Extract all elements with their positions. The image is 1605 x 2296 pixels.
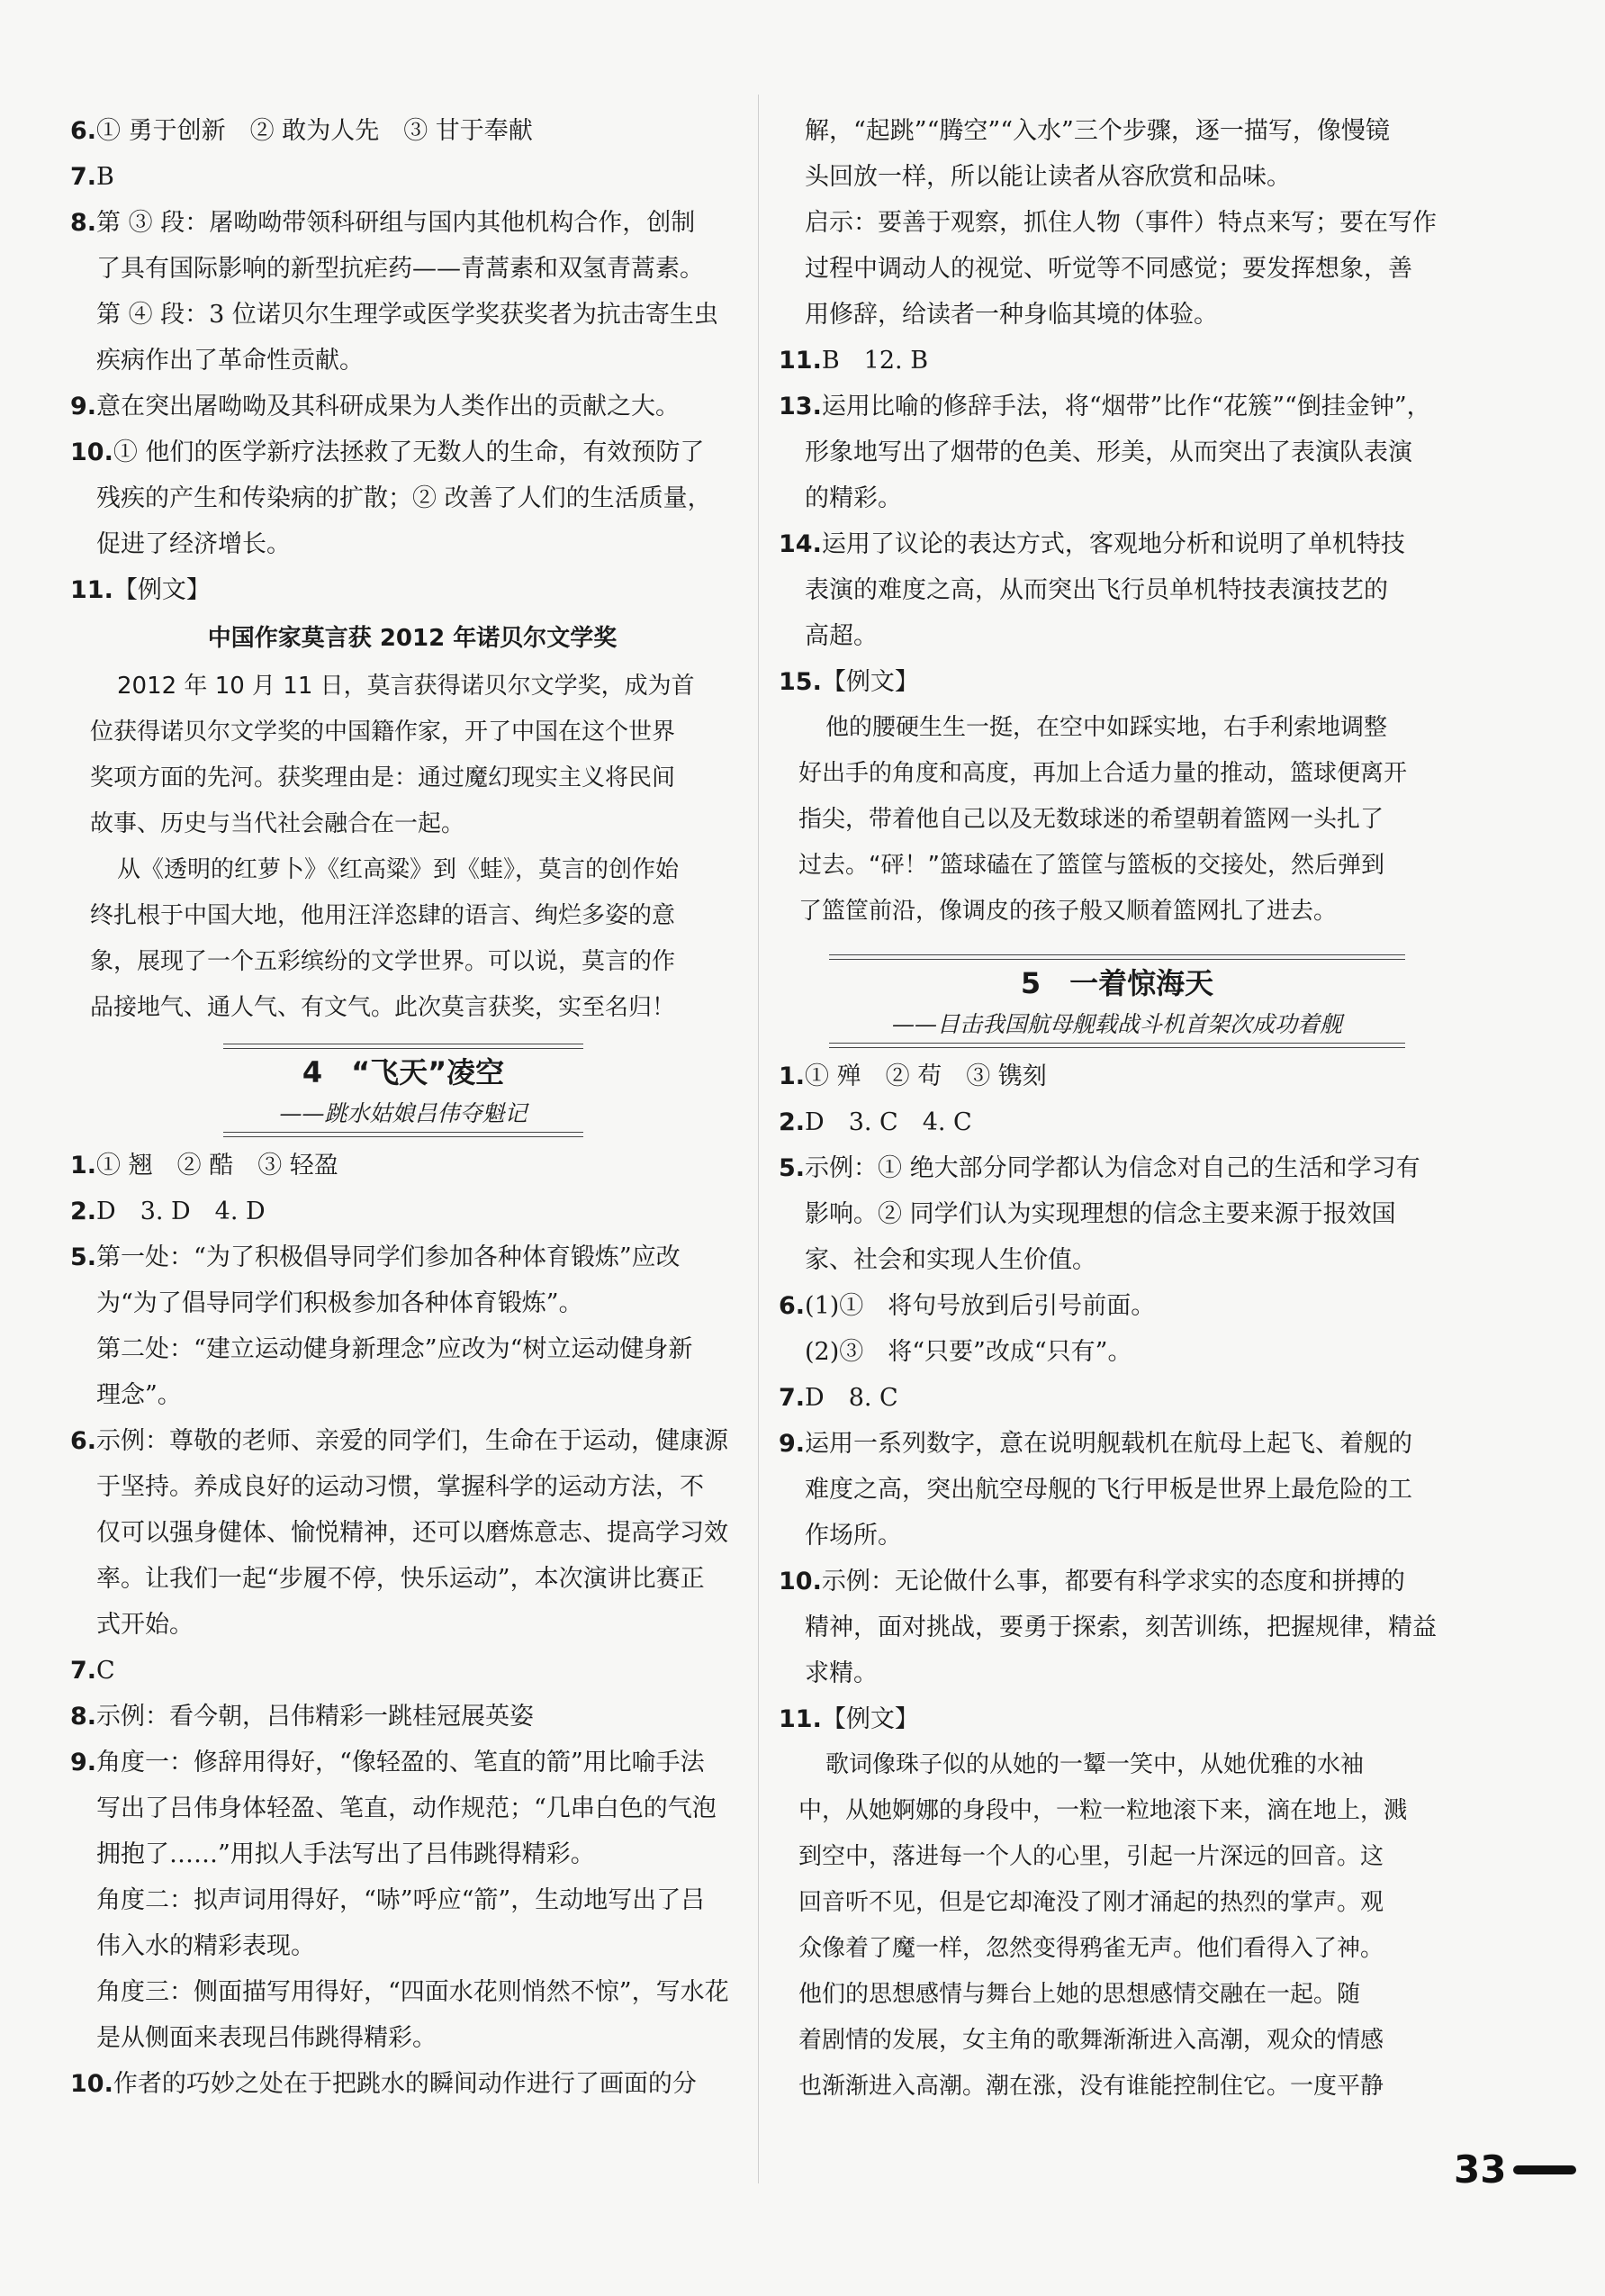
- answer-line: [70, 1877, 736, 1923]
- answer-text: 头回放一样，所以能让读者从容欣赏和品味。: [805, 163, 1291, 191]
- answer-text: 运用比喻的修辞手法，将“烟带”比作“花簇”“倒挂金钟”，: [821, 393, 1431, 420]
- section-rule-bottom: [829, 1043, 1405, 1048]
- question-number: 1.: [70, 1152, 97, 1180]
- question-number: 10.: [70, 2070, 113, 2098]
- answer-text: 第 ③ 段：屠呦呦带领科研组与国内其他机构合作，创制: [96, 209, 696, 237]
- answer-text: 形象地写出了烟带的色美、形美，从而突出了表演队表演: [805, 438, 1412, 466]
- answer-text: D 3. C 4. C: [805, 1108, 972, 1136]
- answer-text: 角度一：修辞用得好，“像轻盈的、笔直的箭”用比喻手法: [96, 1749, 705, 1776]
- answer-line: [70, 2061, 736, 2107]
- question-number: 6.: [70, 1427, 97, 1455]
- question-number: 8.: [70, 209, 97, 237]
- answer-line: [70, 1556, 736, 1602]
- answer-text: C: [96, 1657, 115, 1685]
- section-5-header: [779, 954, 1456, 1048]
- answer-text: 角度三：侧面描写用得好，“四面水花则悄然不惊”，写水花: [96, 1978, 729, 2006]
- right-column: [779, 108, 1456, 2110]
- essay-line: 从《透明的红萝卜》《红高粱》到《蛙》，莫言的创作始: [117, 856, 680, 883]
- question-number: 9.: [779, 1430, 806, 1458]
- answer-line: [70, 1234, 736, 1280]
- answer-line: [70, 1923, 736, 1969]
- essay-line: 象，展现了一个五彩缤纷的文学世界。可以说，莫言的作: [90, 948, 676, 975]
- answer-line: [779, 1559, 1456, 1604]
- answer-line: [779, 338, 1456, 384]
- essay-line: 奖项方面的先河。获奖理由是：通过魔幻现实主义将民间: [90, 764, 676, 791]
- question-number: 14.: [779, 530, 822, 558]
- essay-line: 位获得诺贝尔文学奖的中国籍作家，开了中国在这个世界: [90, 719, 676, 746]
- answer-line: [70, 1694, 736, 1740]
- answer-line: [70, 1740, 736, 1785]
- essay-example-2: [779, 705, 1456, 935]
- page-footer: [1454, 2147, 1576, 2192]
- essay-line: 回音听不见，但是它却淹没了刚才涌起的热烈的掌声。观: [798, 1889, 1384, 1916]
- answer-text: 影响。② 同学们认为实现理想的信念主要来源于报效国: [805, 1200, 1396, 1228]
- essay-line: 品接地气、通人气、有文气。此次莫言获奖，实至名归！: [90, 994, 676, 1021]
- answer-text: 运用了议论的表达方式，客观地分析和说明了单机特技: [821, 530, 1405, 558]
- answer-line: [779, 429, 1456, 475]
- answer-line: [779, 1099, 1456, 1145]
- answer-text: 过程中调动人的视觉、听觉等不同感觉；要发挥想象，善: [805, 255, 1412, 283]
- question-number: 7.: [70, 1657, 97, 1685]
- answer-text: 第一处：“为了积极倡导同学们参加各种体育锻炼”应改: [96, 1243, 681, 1271]
- answer-text: D 8. C: [805, 1384, 898, 1412]
- question-number: 10.: [779, 1568, 822, 1595]
- question-number: 5.: [70, 1243, 97, 1271]
- answer-line: [779, 1513, 1456, 1559]
- answer-text: 求精。: [805, 1659, 878, 1687]
- answer-line: [70, 1372, 736, 1418]
- answer-line: [70, 292, 736, 338]
- essay-line: 好出手的角度和高度，再加上合适力量的推动，篮球便离开: [798, 760, 1408, 787]
- answer-line: [70, 567, 736, 613]
- essay-line: 过去。“砰！”篮球磕在了篮筐与篮板的交接处，然后弹到: [798, 852, 1384, 879]
- answer-line: [70, 246, 736, 292]
- question-number: 2.: [70, 1198, 97, 1225]
- answer-line: [779, 1650, 1456, 1696]
- answer-line: [70, 1785, 736, 1831]
- answer-text: 促进了经济增长。: [96, 530, 291, 558]
- answer-line: [779, 246, 1456, 292]
- section-4-header: [70, 1044, 736, 1137]
- answer-line: [779, 613, 1456, 659]
- question-number: 13.: [779, 393, 822, 420]
- question-number: 1.: [779, 1062, 806, 1090]
- answer-text: 家、社会和实现人生价值。: [805, 1246, 1096, 1274]
- answer-line: [70, 475, 736, 521]
- answer-line: [779, 659, 1456, 705]
- answer-line: [779, 1283, 1456, 1329]
- question-number: 11.: [779, 347, 822, 375]
- answer-text: 第 ④ 段：3 位诺贝尔生理学或医学奖获奖者为抗击寄生虫: [96, 301, 718, 329]
- answer-line: [779, 1467, 1456, 1513]
- answer-text: 难度之高，突出航空母舰的飞行甲板是世界上最危险的工: [805, 1476, 1412, 1504]
- answer-text: 第二处：“建立运动健身新理念”应改为“树立运动健身新: [96, 1335, 693, 1363]
- question-number: 6.: [70, 117, 97, 145]
- answer-line: [779, 1145, 1456, 1191]
- answer-text: 率。让我们一起“步履不停，快乐运动”，本次演讲比赛正: [96, 1565, 705, 1593]
- answer-text: 作者的巧妙之处在于把跳水的瞬间动作进行了画面的分: [113, 2070, 697, 2098]
- essay-line: 了篮筐前沿，像调皮的孩子般又顺着篮网扎了进去。: [798, 898, 1338, 925]
- answer-line: [70, 108, 736, 154]
- section-rule-bottom: [223, 1132, 583, 1137]
- essay-line: 众像着了魔一样，忽然变得鸦雀无声。他们看得入了神。: [798, 1935, 1384, 1962]
- answer-text: 疾病作出了革命性贡献。: [96, 347, 364, 375]
- answer-line: [779, 1375, 1456, 1421]
- answer-line: [70, 1602, 736, 1648]
- answer-text: 作场所。: [805, 1522, 902, 1550]
- question-number: 2.: [779, 1108, 806, 1136]
- answer-text: ① 他们的医学新疗法拯救了无数人的生命，有效预防了: [113, 438, 705, 466]
- answer-line: [70, 1280, 736, 1326]
- answer-line: [779, 1329, 1456, 1375]
- answer-line: [779, 475, 1456, 521]
- answer-line: [70, 338, 736, 384]
- answer-line: [779, 154, 1456, 200]
- question-number: 9.: [70, 1749, 97, 1776]
- answer-line: [779, 1604, 1456, 1650]
- answer-text: 【例文】: [821, 1705, 919, 1733]
- question-number: 11.: [70, 576, 113, 604]
- answer-line: [70, 1464, 736, 1510]
- answer-line: [779, 108, 1456, 154]
- answer-line: [779, 384, 1456, 429]
- answer-line: [779, 292, 1456, 338]
- answer-text: 为“为了倡导同学们积极参加各种体育锻炼”。: [96, 1289, 583, 1317]
- essay-line: 歌词像珠子似的从她的一颦一笑中，从她优雅的水袖: [825, 1751, 1365, 1778]
- answer-line: [70, 521, 736, 567]
- answer-line: [70, 1510, 736, 1556]
- question-number: 7.: [70, 163, 97, 191]
- answer-line: [779, 567, 1456, 613]
- question-number: 5.: [779, 1154, 806, 1182]
- answer-line: [779, 1191, 1456, 1237]
- left-column: [70, 108, 736, 2107]
- page-number: 33: [1454, 2147, 1507, 2192]
- answer-text: 【例文】: [113, 576, 211, 604]
- answer-text: 了具有国际影响的新型抗疟药——青蒿素和双氢青蒿素。: [96, 255, 704, 283]
- answer-text: B 12. B: [821, 347, 929, 375]
- answer-line: [70, 384, 736, 429]
- answer-text: 运用一系列数字，意在说明舰载机在航母上起飞、着舰的: [805, 1430, 1413, 1458]
- essay-example-3: [779, 1742, 1456, 2110]
- answer-text: 精神，面对挑战，要勇于探索，刻苦训练，把握规律，精益: [805, 1614, 1437, 1641]
- answer-text: 于坚持。养成良好的运动习惯，掌握科学的运动方法，不: [96, 1473, 704, 1501]
- column-divider: [758, 95, 759, 2183]
- answer-text: 仅可以强身健体、愉悦精神，还可以磨炼意志、提高学习效: [96, 1519, 728, 1547]
- answer-text: 写出了吕伟身体轻盈、笔直，动作规范；“几串白色的气泡: [96, 1794, 717, 1822]
- answer-text: B: [96, 163, 114, 191]
- question-number: 9.: [70, 393, 97, 420]
- section-5-title: 5 一着惊海天: [1020, 966, 1214, 1000]
- answer-text: D 3. D 4. D: [96, 1198, 266, 1225]
- answer-text: ① 殚 ② 苟 ③ 镌刻: [805, 1062, 1047, 1090]
- answer-text: 角度二：拟声词用得好，“哧”呼应“箭”，生动地写出了吕: [96, 1886, 706, 1914]
- question-number: 7.: [779, 1384, 806, 1412]
- answer-text: 示例：无论做什么事，都要有科学求实的态度和拼搏的: [821, 1568, 1405, 1595]
- answer-line: [70, 1969, 736, 2015]
- answer-text: 示例：尊敬的老师、亲爱的同学们，生命在于运动，健康源: [96, 1427, 729, 1455]
- answer-line: [779, 521, 1456, 567]
- essay-line: 着剧情的发展，女主角的歌舞渐渐进入高潮，观众的情感: [798, 2027, 1384, 2054]
- answer-text: 示例：看今朝，吕伟精彩一跳桂冠展英姿: [96, 1703, 535, 1731]
- answer-line: [70, 154, 736, 200]
- section-5-subtitle: ——目击我国航母舰载战斗机首架次成功着舰: [891, 1011, 1342, 1037]
- answer-text: 启示：要善于观察，抓住人物（事件）特点来写；要在写作: [805, 209, 1437, 237]
- answer-line: [70, 1189, 736, 1234]
- answer-line: [70, 429, 736, 475]
- essay-line: 他们的思想感情与舞台上她的思想感情交融在一起。随: [798, 1981, 1361, 2008]
- essay-line: 终扎根于中国大地，他用汪洋恣肆的语言、绚烂多姿的意: [90, 902, 676, 929]
- answer-text: 示例：① 绝大部分同学都认为信念对自己的生活和学习有: [805, 1154, 1420, 1182]
- answer-text: 残疾的产生和传染病的扩散；② 改善了人们的生活质量，: [96, 484, 712, 512]
- answer-line: [779, 200, 1456, 246]
- essay-line: 故事、历史与当代社会融合在一起。: [90, 810, 465, 837]
- answer-line: [70, 1326, 736, 1372]
- essay-line: 到空中，落进每一个人的心里，引起一片深远的回音。这: [798, 1843, 1384, 1870]
- section-4-subtitle: ——跳水姑娘吕伟夺魁记: [279, 1100, 527, 1126]
- answers-section-4: [70, 1143, 736, 2107]
- answer-text: 式开始。: [96, 1611, 194, 1639]
- answer-line: [70, 1831, 736, 1877]
- answer-text: (1)① 将句号放到后引号前面。: [805, 1292, 1156, 1320]
- answer-text: ① 勇于创新 ② 敢为人先 ③ 甘于奉献: [96, 117, 533, 145]
- answer-text: 是从侧面来表现吕伟跳得精彩。: [96, 2024, 437, 2052]
- answer-text: 【例文】: [821, 668, 919, 696]
- answer-text: (2)③ 将“只要”改成“只有”。: [805, 1338, 1132, 1366]
- answer-text: 表演的难度之高，从而突出飞行员单机特技表演技艺的: [805, 576, 1388, 604]
- essay-example-1: [70, 664, 736, 1031]
- question-number: 8.: [70, 1703, 97, 1731]
- answer-text: 高超。: [805, 622, 878, 650]
- answer-text: 解，“起跳”“腾空”“入水”三个步骤，逐一描写，像慢镜: [805, 117, 1390, 145]
- answer-text: 意在突出屠呦呦及其科研成果为人类作出的贡献之大。: [96, 393, 681, 420]
- answers-section-4-tail: [779, 108, 1456, 705]
- answer-text: 伟入水的精彩表现。: [96, 1932, 315, 1960]
- essay-line: 指尖，带着他自己以及无数球迷的希望朝着篮网一头扎了: [798, 806, 1384, 833]
- answer-line: [779, 1053, 1456, 1099]
- answer-line: [70, 1143, 736, 1189]
- section-4-title: 4 “飞天”凌空: [302, 1055, 505, 1089]
- question-number: 10.: [70, 438, 113, 466]
- answers-section-5: [779, 1053, 1456, 1742]
- answer-text: 的精彩。: [805, 484, 902, 512]
- essay-title: 中国作家莫言获 2012 年诺贝尔文学奖: [207, 625, 618, 652]
- answer-line: [70, 1418, 736, 1464]
- answer-text: 理念”。: [96, 1381, 182, 1409]
- answer-line: [70, 200, 736, 246]
- answer-text: ① 翘 ② 酷 ③ 轻盈: [96, 1152, 338, 1180]
- answer-text: 拥抱了……”用拟人手法写出了吕伟跳得精彩。: [96, 1840, 595, 1868]
- essay-line: 也渐渐进入高潮。潮在涨，没有谁能控制住它。一度平静: [798, 2073, 1384, 2100]
- essay-line: 2012 年 10 月 11 日，莫言获得诺贝尔文学奖，成为首: [117, 673, 695, 700]
- essay-line: 他的腰硬生生一挺，在空中如踩实地，右手利索地调整: [825, 714, 1388, 741]
- answer-line: [779, 1421, 1456, 1467]
- page-bar-decoration: [1513, 2165, 1576, 2174]
- answer-line: [70, 1648, 736, 1694]
- answers-section-3-tail: [70, 108, 736, 613]
- essay-line: 中，从她婀娜的身段中，一粒一粒地滚下来，滴在地上，溅: [798, 1797, 1408, 1824]
- answer-line: [779, 1696, 1456, 1742]
- answer-line: [70, 2015, 736, 2061]
- question-number: 11.: [779, 1705, 822, 1733]
- answer-text: 用修辞，给读者一种身临其境的体验。: [805, 301, 1218, 329]
- answer-line: [779, 1237, 1456, 1283]
- question-number: 15.: [779, 668, 822, 696]
- question-number: 6.: [779, 1292, 806, 1320]
